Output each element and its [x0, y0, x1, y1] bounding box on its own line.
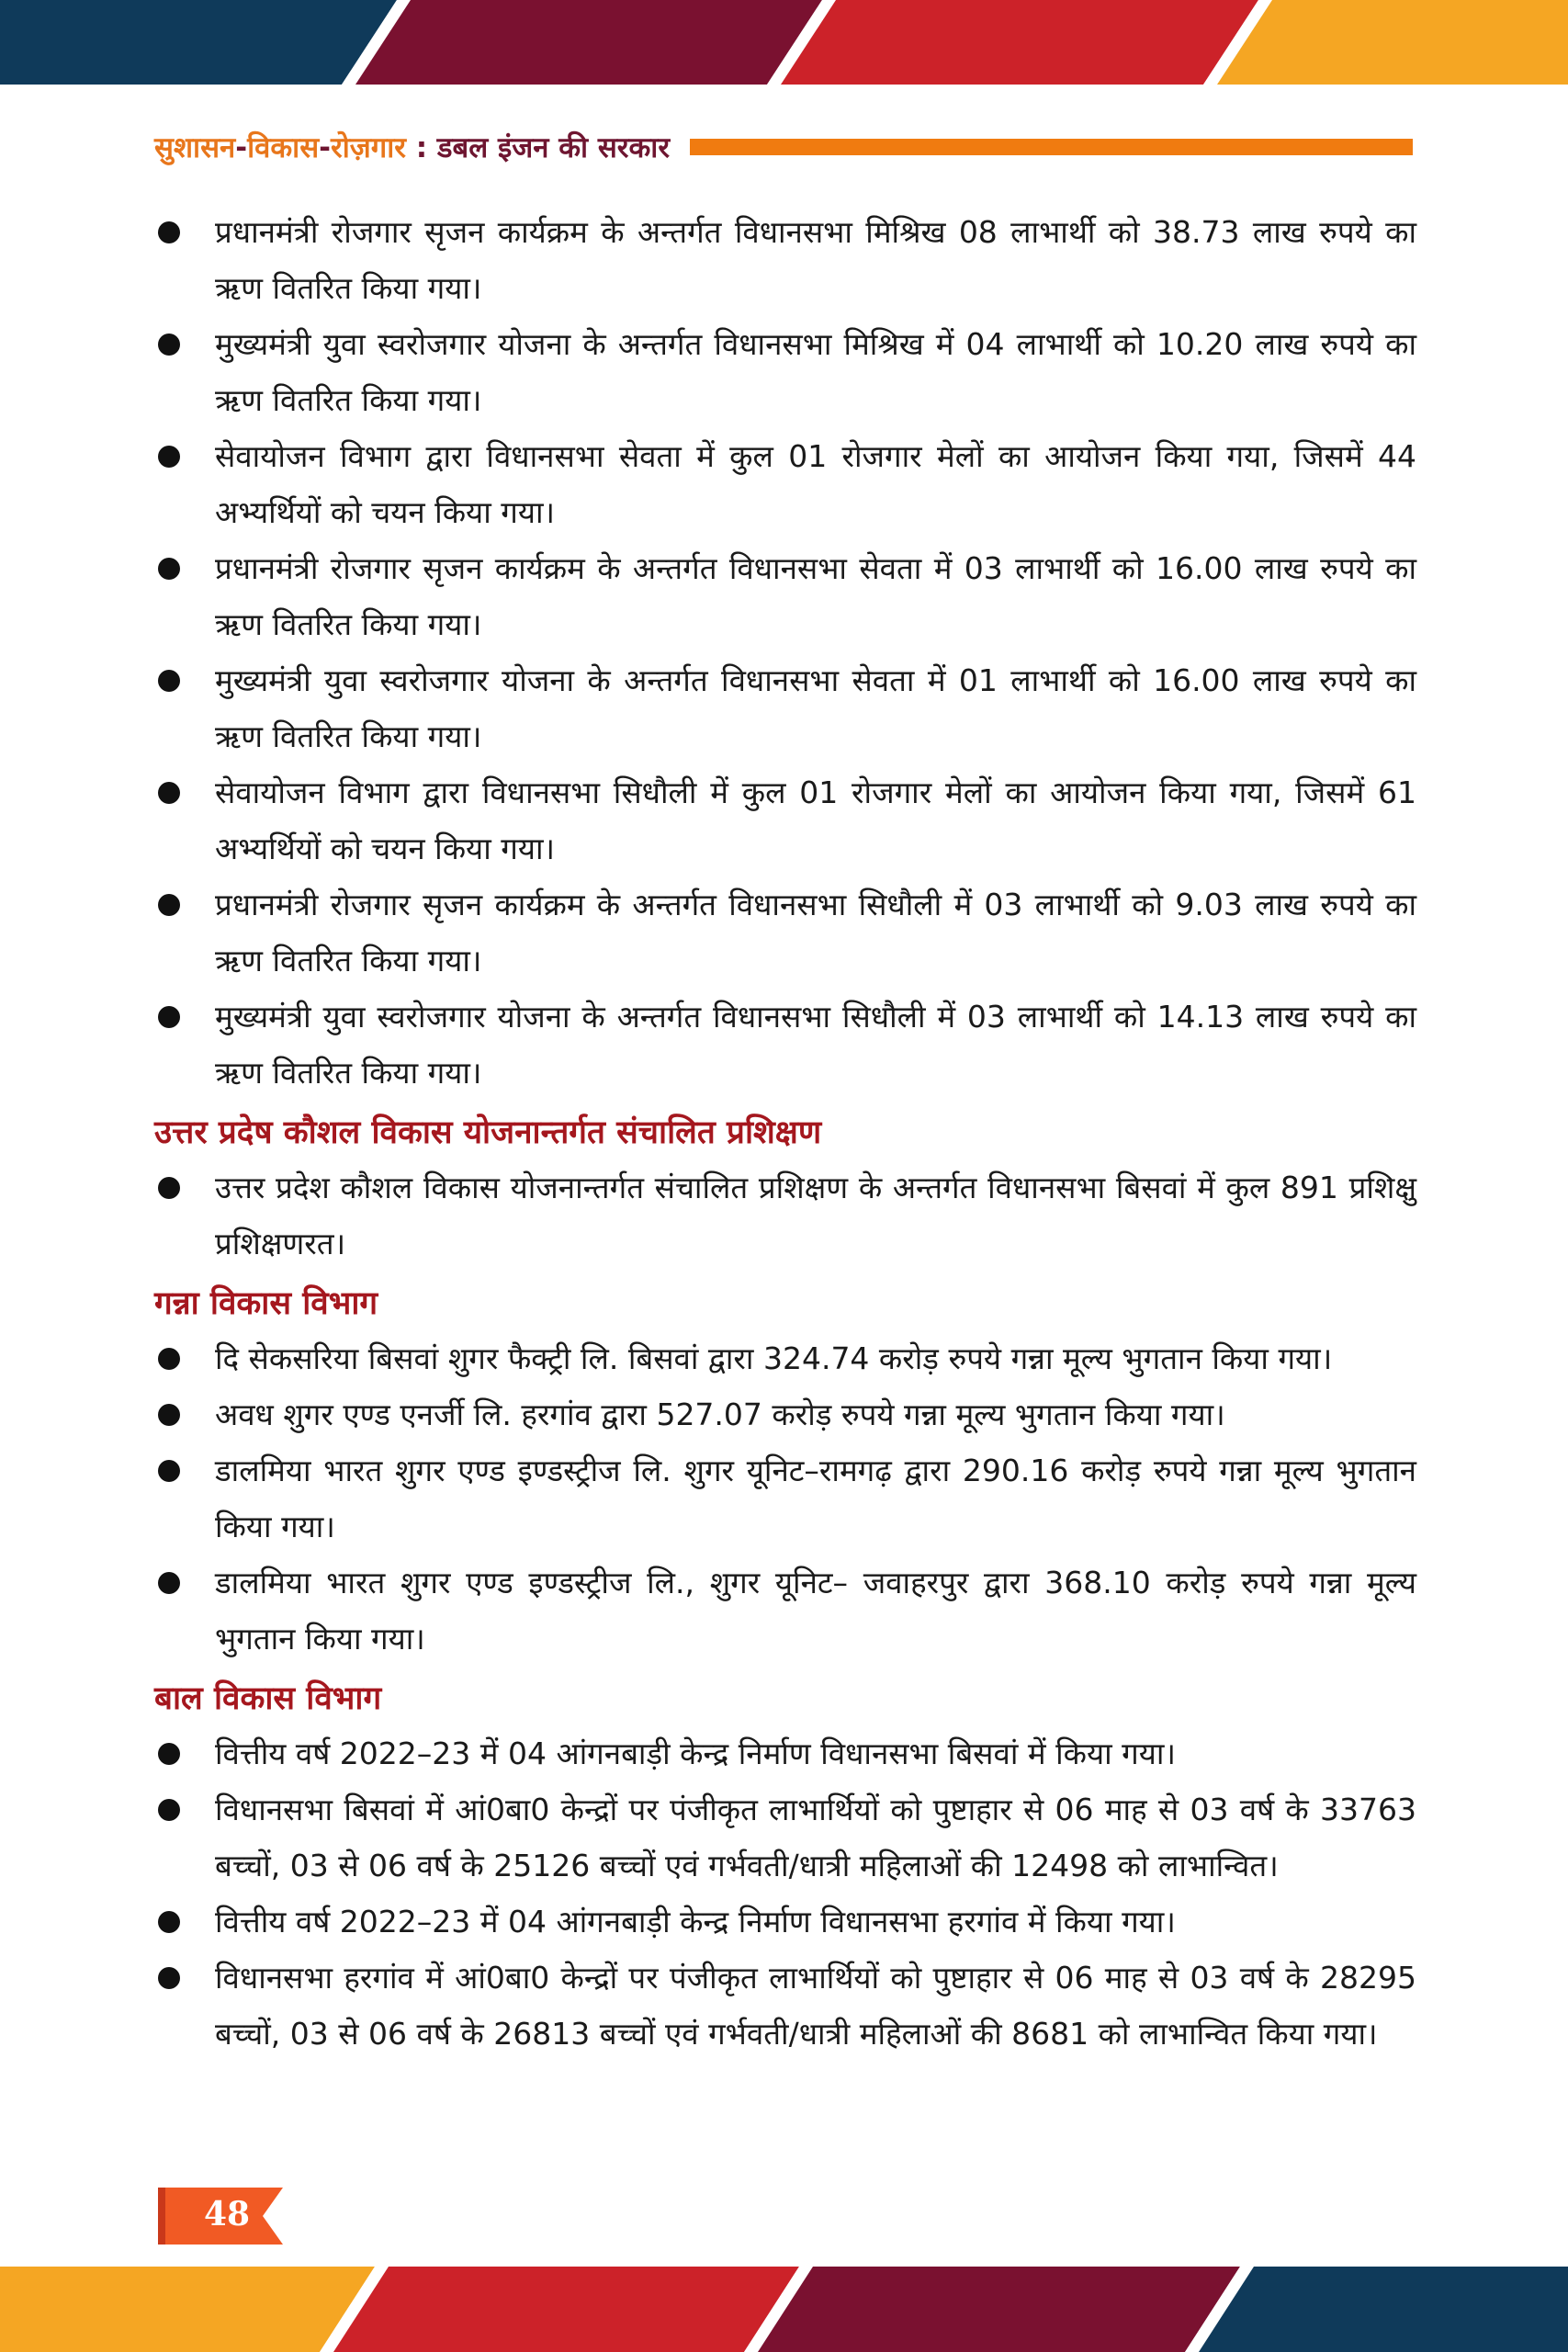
list-item: विधानसभा हरगांव में आं0बा0 केन्द्रों पर पंजीकृत लाभार्थियों को पुष्टाहार से 06 माह से 03 वर्ष के 28295 बच्चों, 03 से 06 वर्ष के 26813 बच्चों एवं गर्भवती/धात्री महिलाओं की 8681 को लाभान्वित किया गया।	[154, 1950, 1416, 2062]
list-item: सेवायोजन विभाग द्वारा विधानसभा सेवता में कुल 01 रोजगार मेलों का आयोजन किया गया, जिसमें 44 अभ्यर्थियों को चयन किया गया।	[154, 428, 1416, 540]
bullet-icon	[158, 1404, 180, 1426]
list-item: मुख्यमंत्री युवा स्वरोजगार योजना के अन्तर्गत विधानसभा मिश्रिख में 04 लाभार्थी को 10.20 लाख रुपये का ऋण वितरित किया गया।	[154, 316, 1416, 428]
employment-list	[154, 204, 1416, 1101]
section-heading-child-development: बाल विकास विभाग	[154, 1679, 382, 1717]
header-rule	[690, 139, 1413, 155]
bullet-icon	[158, 1572, 180, 1594]
list-item: अवध शुगर एण्ड एनर्जी लि. हरगांव द्वारा 527.07 करोड़ रुपये गन्ना मूल्य भुगतान किया गया।	[154, 1386, 1416, 1442]
list-item: डालमिया भारत शुगर एण्ड इण्डस्ट्रीज लि. शुगर यूनिट–रामगढ़ द्वारा 290.16 करोड़ रुपये गन्ना मूल्य भुगतान किया गया।	[154, 1442, 1416, 1555]
list-item: सेवायोजन विभाग द्वारा विधानसभा सिधौली में कुल 01 रोजगार मेलों का आयोजन किया गया, जिसमें 61 अभ्यर्थियों को चयन किया गया।	[154, 764, 1416, 876]
top-decorative-band	[0, 0, 1568, 85]
header-title	[154, 128, 670, 166]
header-hyphen: -	[319, 131, 332, 164]
bullet-icon	[158, 1911, 180, 1933]
sugarcane-list	[154, 1330, 1416, 1667]
bullet-icon	[158, 1460, 180, 1482]
section-heading-sugarcane: गन्ना विकास विभाग	[154, 1284, 378, 1322]
bullet-icon	[158, 446, 180, 468]
bullet-icon	[158, 558, 180, 580]
list-item: वित्तीय वर्ष 2022–23 में 04 आंगनबाड़ी केन्द्र निर्माण विधानसभा बिसवां में किया गया।	[154, 1725, 1416, 1781]
page-number: 48	[204, 2195, 251, 2233]
bullet-icon	[158, 1967, 180, 1989]
bullet-icon	[158, 782, 180, 804]
page-number-tab	[158, 2188, 283, 2245]
header-word-employment: रोज़गार	[331, 131, 406, 164]
main-content	[154, 204, 1416, 2062]
header-subtitle: : डबल इंजन की सरकार	[405, 131, 671, 164]
list-item: दि सेकसरिया बिसवां शुगर फैक्ट्री लि. बिसवां द्वारा 324.74 करोड़ रुपये गन्ना मूल्य भुगतान किया गया।	[154, 1330, 1416, 1386]
list-item: प्रधानमंत्री रोजगार सृजन कार्यक्रम के अन्तर्गत विधानसभा सिधौली में 03 लाभार्थी को 9.03 लाख रुपये का ऋण वितरित किया गया।	[154, 876, 1416, 989]
list-item: प्रधानमंत्री रोजगार सृजन कार्यक्रम के अन्तर्गत विधानसभा सेवता में 03 लाभार्थी को 16.00 लाख रुपये का ऋण वितरित किया गया।	[154, 540, 1416, 652]
header-hyphen: -	[235, 131, 248, 164]
header-word-governance: सुशासन	[154, 131, 236, 164]
bullet-icon	[158, 334, 180, 356]
list-item: विधानसभा बिसवां में आं0बा0 केन्द्रों पर पंजीकृत लाभार्थियों को पुष्टाहार से 06 माह से 03 वर्ष के 33763 बच्चों, 03 से 06 वर्ष के 25126 बच्चों एवं गर्भवती/धात्री महिलाओं की 12498 को लाभान्वित।	[154, 1781, 1416, 1894]
list-item: वित्तीय वर्ष 2022–23 में 04 आंगनबाड़ी केन्द्र निर्माण विधानसभा हरगांव में किया गया।	[154, 1894, 1416, 1950]
bottom-decorative-band	[0, 2267, 1568, 2352]
bullet-icon	[158, 1348, 180, 1370]
list-item: उत्तर प्रदेश कौशल विकास योजनान्तर्गत संचालित प्रशिक्षण के अन्तर्गत विधानसभा बिसवां में कुल 891 प्रशिक्षु प्रशिक्षणरत।	[154, 1159, 1416, 1272]
skill-development-list	[154, 1159, 1416, 1272]
bullet-icon	[158, 1743, 180, 1765]
bullet-icon	[158, 1006, 180, 1028]
bullet-icon	[158, 1177, 180, 1199]
list-item: मुख्यमंत्री युवा स्वरोजगार योजना के अन्तर्गत विधानसभा सिधौली में 03 लाभार्थी को 14.13 लाख रुपये का ऋण वितरित किया गया।	[154, 989, 1416, 1101]
page-header	[154, 127, 1413, 167]
bullet-icon	[158, 894, 180, 916]
list-item: डालमिया भारत शुगर एण्ड इण्डस्ट्रीज लि., शुगर यूनिट– जवाहरपुर द्वारा 368.10 करोड़ रुपये गन्ना मूल्य भुगतान किया गया।	[154, 1555, 1416, 1667]
section-heading-skill-development: उत्तर प्रदेष कौशल विकास योजनान्तर्गत संचालित प्रशिक्षण	[154, 1114, 822, 1151]
child-development-list	[154, 1725, 1416, 2062]
bullet-icon	[158, 1799, 180, 1821]
header-word-development: विकास	[247, 131, 320, 164]
bullet-icon	[158, 221, 180, 243]
list-item: प्रधानमंत्री रोजगार सृजन कार्यक्रम के अन्तर्गत विधानसभा मिश्रिख 08 लाभार्थी को 38.73 लाख रुपये का ऋण वितरित किया गया।	[154, 204, 1416, 316]
bullet-icon	[158, 670, 180, 692]
list-item: मुख्यमंत्री युवा स्वरोजगार योजना के अन्तर्गत विधानसभा सेवता में 01 लाभार्थी को 16.00 लाख रुपये का ऋण वितरित किया गया।	[154, 652, 1416, 764]
